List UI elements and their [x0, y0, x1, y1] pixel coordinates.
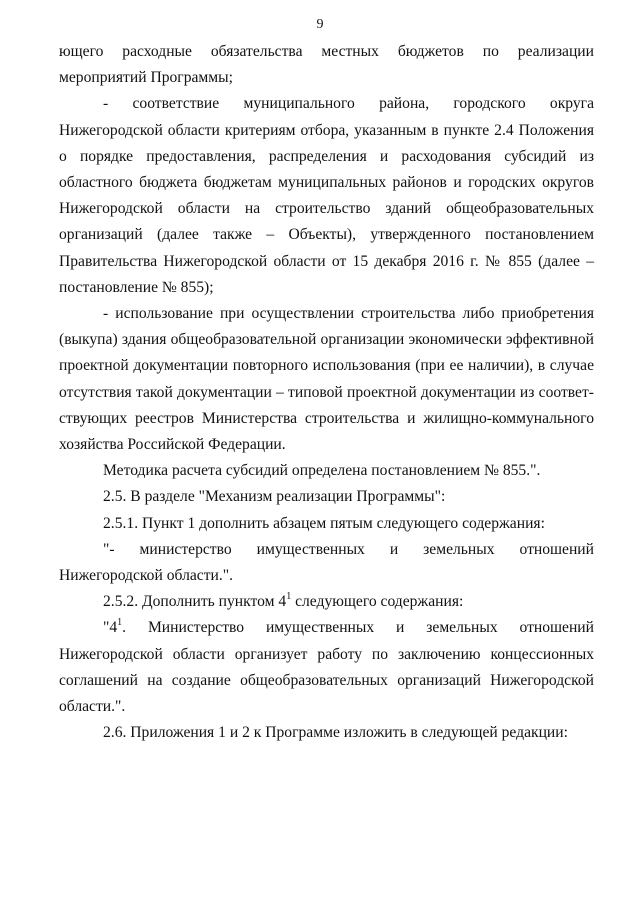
p252-suffix: следующего содержания: — [291, 593, 464, 611]
paragraph-2-5-2 — [59, 589, 594, 615]
superscript-one: 1 — [117, 617, 123, 629]
paragraph-methodology: Методика расчета субсидий определена постановлением № 855.". — [103, 462, 541, 480]
document-body — [59, 39, 594, 746]
paragraph-2-6: 2.6. Приложения 1 и 2 к Программе изложить в следующей редакции: — [103, 724, 568, 742]
superscript-one: 1 — [286, 591, 292, 603]
paragraph-section-2-5: 2.5. В разделе "Механизм реализации Программы": — [103, 488, 446, 506]
p41-prefix: "4 — [103, 619, 118, 637]
paragraph-continuation: ющего расходные обязательства местных бюджетов по реализации мероприятий Программы; — [59, 43, 594, 87]
paragraph-design-documentation: - использование при осуществлении строительства либо приобретения (выкупа) здания общеобразовательной организации экономически эффективной проектной документации повторного использования (при ее наличии), в случае отсутствия такой документации – типовой проектной документации из соответствующих реестров Министерства строительства и жилищно-коммунального хозяйства Российской Федерации. — [59, 305, 594, 454]
p252-prefix: 2.5.2. Дополнить пунктом 4 — [103, 593, 287, 611]
paragraph-point-4-1 — [59, 615, 594, 720]
p41-dot: . — [122, 619, 148, 637]
page-number: 9 — [316, 17, 324, 32]
paragraph-2-5-1: 2.5.1. Пункт 1 дополнить абзацем пятым следующего содержания: — [103, 514, 545, 532]
paragraph-criteria: - соответствие муниципального района, городского округа Нижегородской области критериям отбора, указанным в пункте 2.4 Положения о порядке предоставления, распределения и расходования субсидий из областного бюджета бюджетам муниципальных районов и городских округов Нижегородской области на строительство зданий общеобразовательных организаций (далее также – Объекты), утвержденного постановлением Правительства Нижегородской области от 15 декабря 2016 г. № 855 (далее – постановление № 855); — [59, 95, 594, 296]
p41-text: Министерство имущественных и земельных отношений Нижегородской области организует работу по заключению концессионных соглашений на создание общеобразовательных организаций Нижегородской области.". — [59, 619, 594, 716]
paragraph-ministry-quote: "- министерство имущественных и земельных отношений Нижегородской области.". — [59, 540, 594, 585]
